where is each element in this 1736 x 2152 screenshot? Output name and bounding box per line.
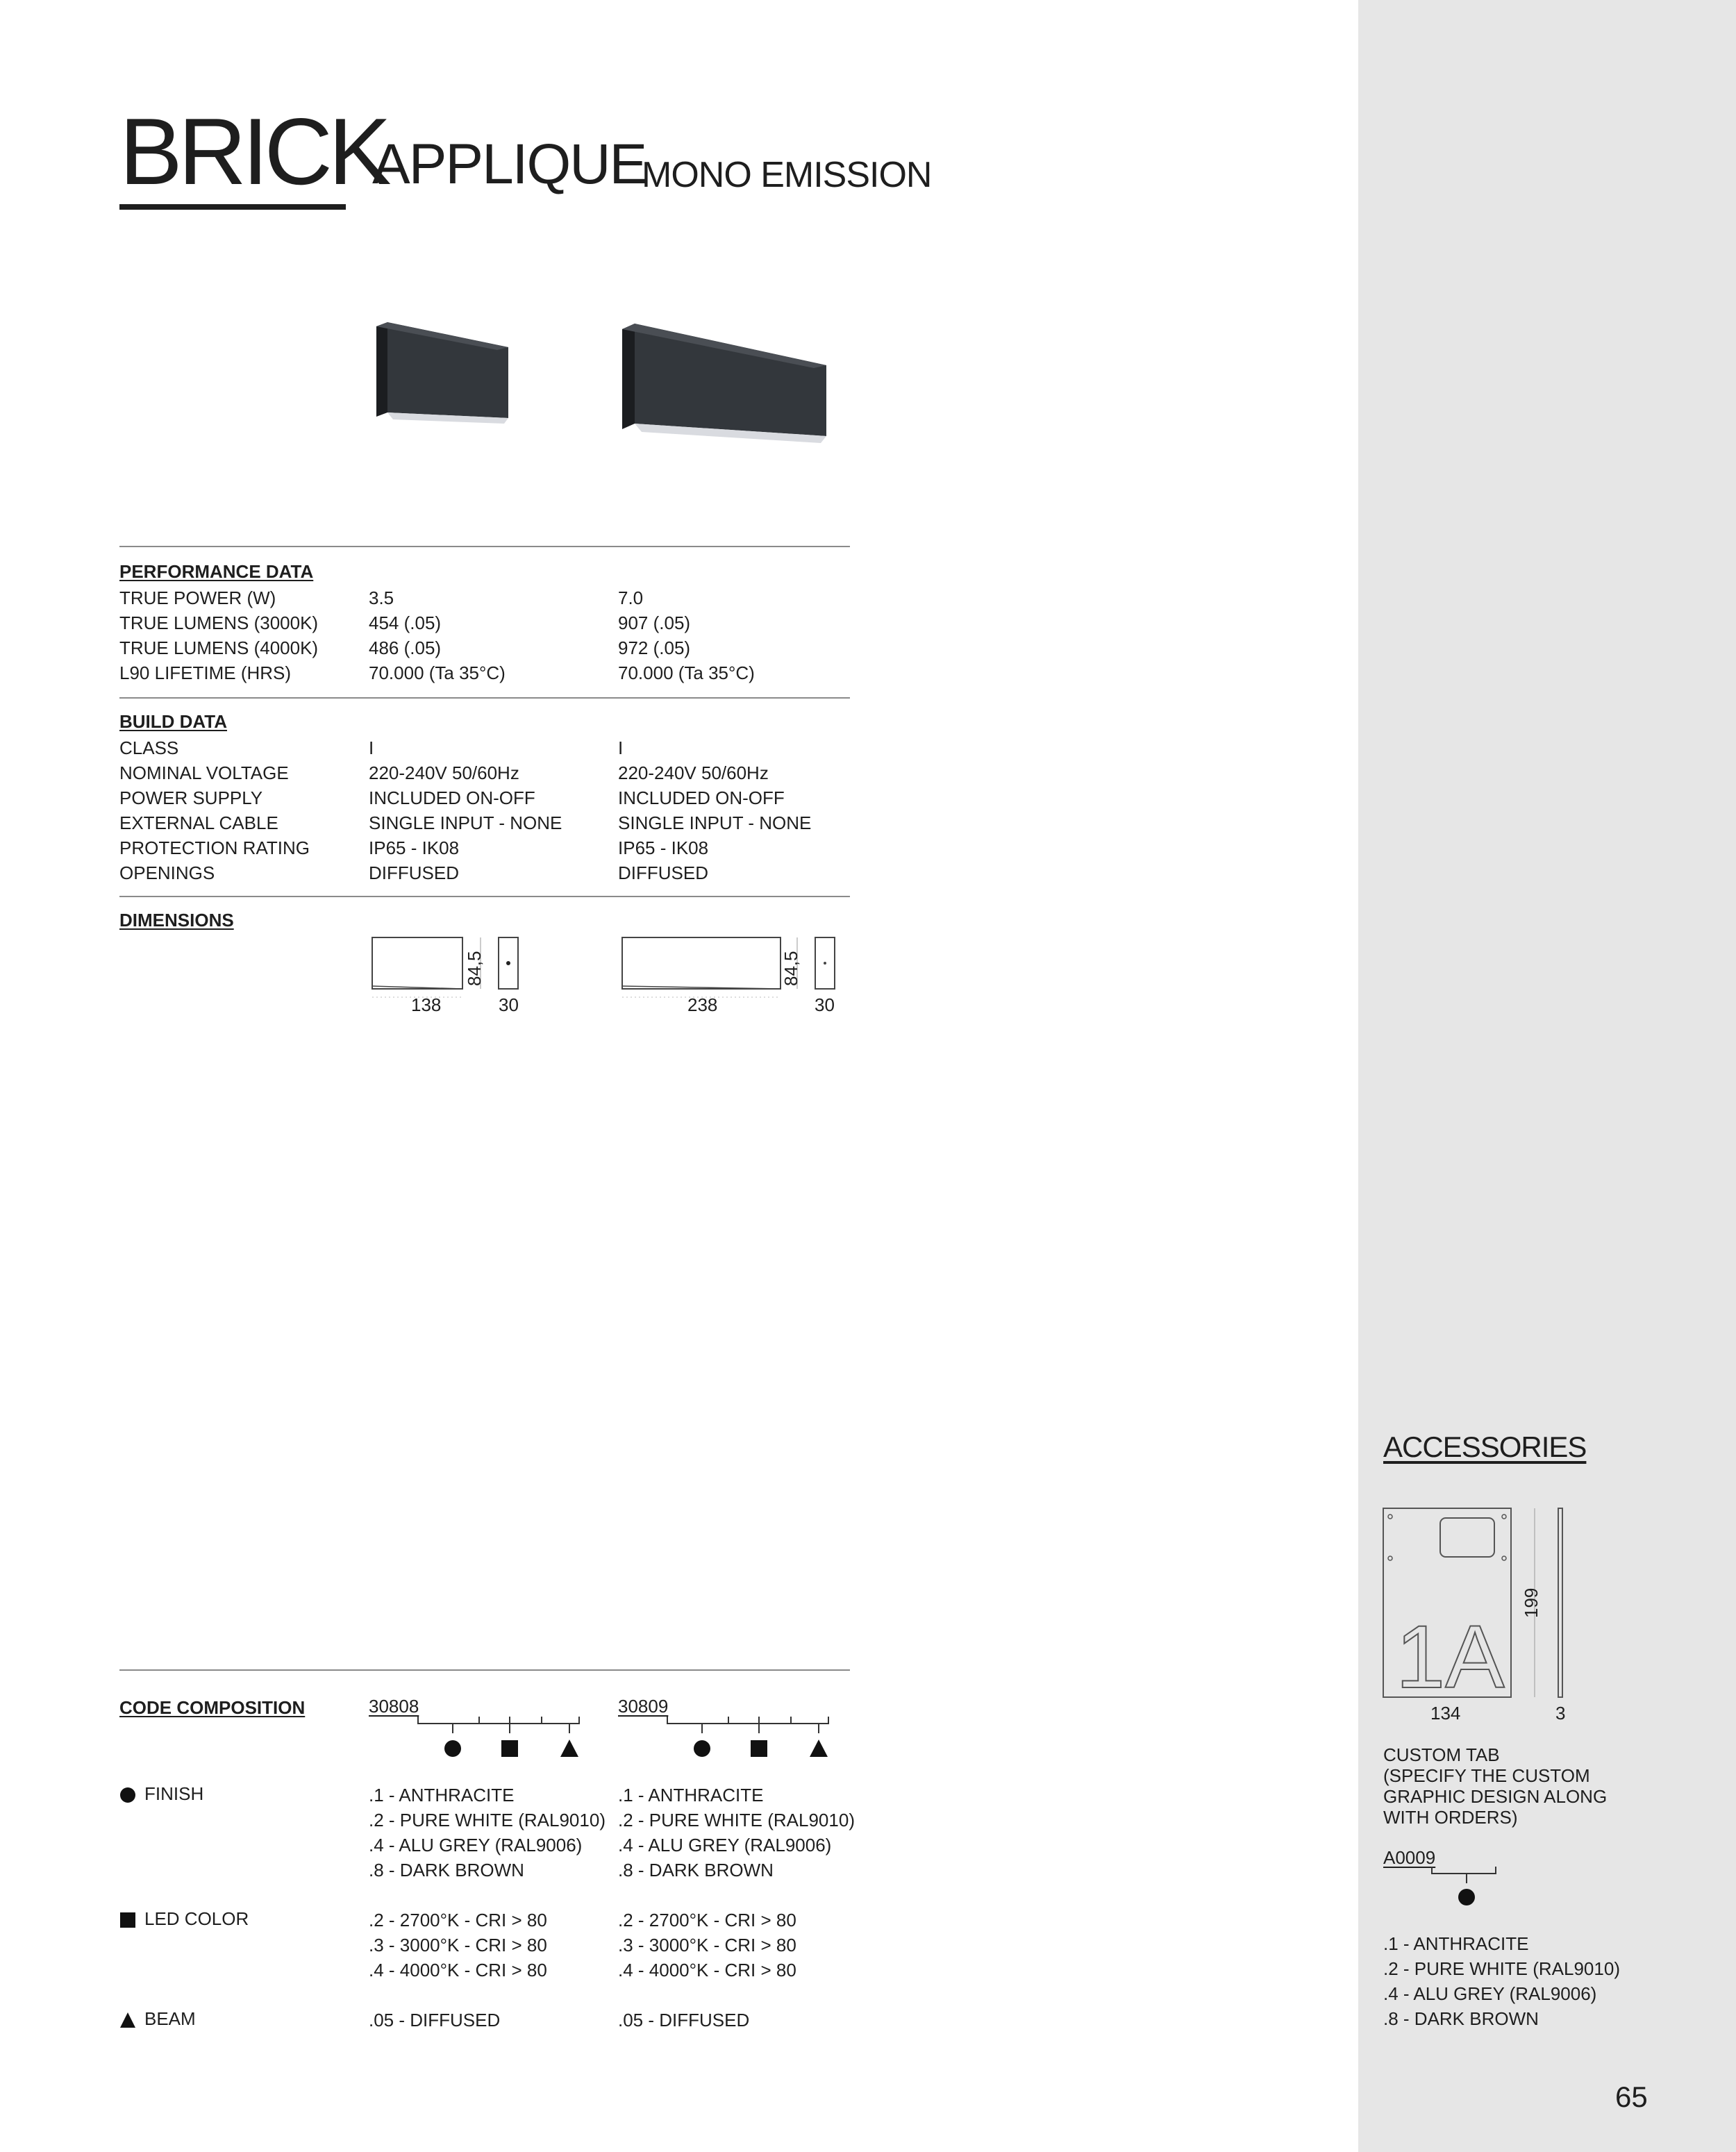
spec-value-b: IP65 - IK08 <box>618 837 709 858</box>
finish-legend <box>119 1783 203 1805</box>
product-subtitle: MONO EMISSION <box>642 155 932 195</box>
spec-value-a: 486 (.05) <box>369 637 442 658</box>
spec-value-a: I <box>369 737 374 758</box>
divider <box>119 896 850 897</box>
spec-value-a: 220-240V 50/60Hz <box>369 762 519 783</box>
finish-option: .8 - DARK BROWN <box>369 1860 524 1880</box>
dimension-drawing-a <box>369 931 536 1000</box>
spec-value-b: 220-240V 50/60Hz <box>618 762 769 783</box>
spec-value-a: 454 (.05) <box>369 612 442 633</box>
performance-heading: PERFORMANCE DATA <box>119 561 314 582</box>
led-color-option: .4 - 4000°K - CRI > 80 <box>369 1960 547 1980</box>
spec-value-a: DIFFUSED <box>369 862 459 883</box>
dimension-width-a: 138 <box>411 994 442 1015</box>
dimension-depth-a: 30 <box>499 994 519 1015</box>
spec-value-a: INCLUDED ON-OFF <box>369 787 535 808</box>
dimension-height-b: 84,5 <box>781 951 801 986</box>
accessory-code: A0009 <box>1383 1847 1436 1868</box>
spec-label: TRUE POWER (W) <box>119 587 276 608</box>
brand-title: BRICK <box>119 99 387 204</box>
beam-label: BEAM <box>144 2008 196 2029</box>
beam-option: .05 - DIFFUSED <box>369 2010 501 2030</box>
dimension-depth-b: 30 <box>815 994 835 1015</box>
spec-label: OPENINGS <box>119 862 215 883</box>
finish-option: .4 - ALU GREY (RAL9006) <box>618 1835 832 1855</box>
finish-option: .4 - ALU GREY (RAL9006) <box>369 1835 583 1855</box>
accessories-heading: ACCESSORIES <box>1383 1431 1587 1463</box>
led-color-option: .3 - 3000°K - CRI > 80 <box>369 1935 547 1955</box>
accessory-description: (SPECIFY THE CUSTOM <box>1383 1765 1590 1786</box>
divider <box>119 1669 850 1671</box>
finish-option: .1 - ANTHRACITE <box>369 1785 515 1805</box>
spec-value-b: 907 (.05) <box>618 612 691 633</box>
tab-height: 199 <box>1521 1587 1542 1618</box>
product-code-a: 30808 <box>369 1696 419 1717</box>
dimension-width-b: 238 <box>687 994 718 1015</box>
spec-value-a: 3.5 <box>369 587 394 608</box>
custom-tab-graphic: 1A <box>1396 1608 1505 1700</box>
spec-label: L90 LIFETIME (HRS) <box>119 662 292 683</box>
led-color-option: .4 - 4000°K - CRI > 80 <box>618 1960 796 1980</box>
product-code-b: 30809 <box>618 1696 669 1717</box>
spec-label: PROTECTION RATING <box>119 837 310 858</box>
accessory-finish: .1 - ANTHRACITE <box>1383 1933 1529 1954</box>
circle-icon <box>119 1787 136 1803</box>
spec-value-b: 972 (.05) <box>618 637 691 658</box>
spec-value-b: SINGLE INPUT - NONE <box>618 812 812 833</box>
spec-value-b: I <box>618 737 624 758</box>
triangle-icon <box>119 2012 136 2028</box>
spec-label: NOMINAL VOLTAGE <box>119 762 289 783</box>
beam-option: .05 - DIFFUSED <box>618 2010 750 2030</box>
spec-label: EXTERNAL CABLE <box>119 812 278 833</box>
build-heading: BUILD DATA <box>119 711 228 732</box>
square-icon <box>119 1912 136 1928</box>
led-color-label: LED COLOR <box>144 1908 249 1929</box>
page-number: 65 <box>1615 2080 1648 2113</box>
spec-label: TRUE LUMENS (4000K) <box>119 637 319 658</box>
spec-value-b: 70.000 (Ta 35°C) <box>618 662 755 683</box>
accessory-finish: .8 - DARK BROWN <box>1383 2008 1539 2029</box>
finish-label: FINISH <box>144 1783 204 1804</box>
finish-option: .8 - DARK BROWN <box>618 1860 774 1880</box>
product-photo-large <box>618 319 840 449</box>
accessories-sidebar <box>1358 0 1736 2152</box>
code-composition-heading: CODE COMPOSITION <box>119 1697 306 1718</box>
spec-label: CLASS <box>119 737 179 758</box>
spec-value-a: 70.000 (Ta 35°C) <box>369 662 506 683</box>
divider <box>119 697 850 699</box>
finish-option: .2 - PURE WHITE (RAL9010) <box>369 1810 606 1830</box>
spec-value-b: 7.0 <box>618 587 644 608</box>
accessory-description: GRAPHIC DESIGN ALONG <box>1383 1786 1608 1807</box>
product-type: APPLIQUE <box>372 133 646 196</box>
divider <box>119 546 850 547</box>
spec-value-b: DIFFUSED <box>618 862 708 883</box>
accessory-description: CUSTOM TAB <box>1383 1744 1500 1765</box>
dimensions-heading: DIMENSIONS <box>119 910 234 931</box>
accessory-finish: .4 - ALU GREY (RAL9006) <box>1383 1983 1597 2004</box>
title-underline <box>119 204 346 210</box>
led-color-option: .2 - 2700°K - CRI > 80 <box>618 1910 796 1930</box>
spec-value-b: INCLUDED ON-OFF <box>618 787 785 808</box>
finish-option: .2 - PURE WHITE (RAL9010) <box>618 1810 855 1830</box>
spec-label: POWER SUPPLY <box>119 787 263 808</box>
code-bracket-a <box>417 1715 583 1764</box>
led-color-legend <box>119 1908 249 1930</box>
finish-option: .1 - ANTHRACITE <box>618 1785 764 1805</box>
beam-legend <box>119 2008 196 2030</box>
dimension-drawing-b <box>619 931 842 1000</box>
accessory-code-bracket <box>1430 1865 1500 1907</box>
spec-value-a: IP65 - IK08 <box>369 837 460 858</box>
spec-label: TRUE LUMENS (3000K) <box>119 612 319 633</box>
tab-depth: 3 <box>1555 1703 1566 1724</box>
dimension-height-a: 84,5 <box>464 951 485 986</box>
led-color-option: .2 - 2700°K - CRI > 80 <box>369 1910 547 1930</box>
tab-width: 134 <box>1430 1703 1461 1724</box>
led-color-option: .3 - 3000°K - CRI > 80 <box>618 1935 796 1955</box>
code-bracket-b <box>666 1715 833 1764</box>
accessory-finish: .2 - PURE WHITE (RAL9010) <box>1383 1958 1620 1979</box>
product-photo-small <box>372 319 518 431</box>
spec-value-a: SINGLE INPUT - NONE <box>369 812 562 833</box>
accessory-description: WITH ORDERS) <box>1383 1807 1518 1828</box>
